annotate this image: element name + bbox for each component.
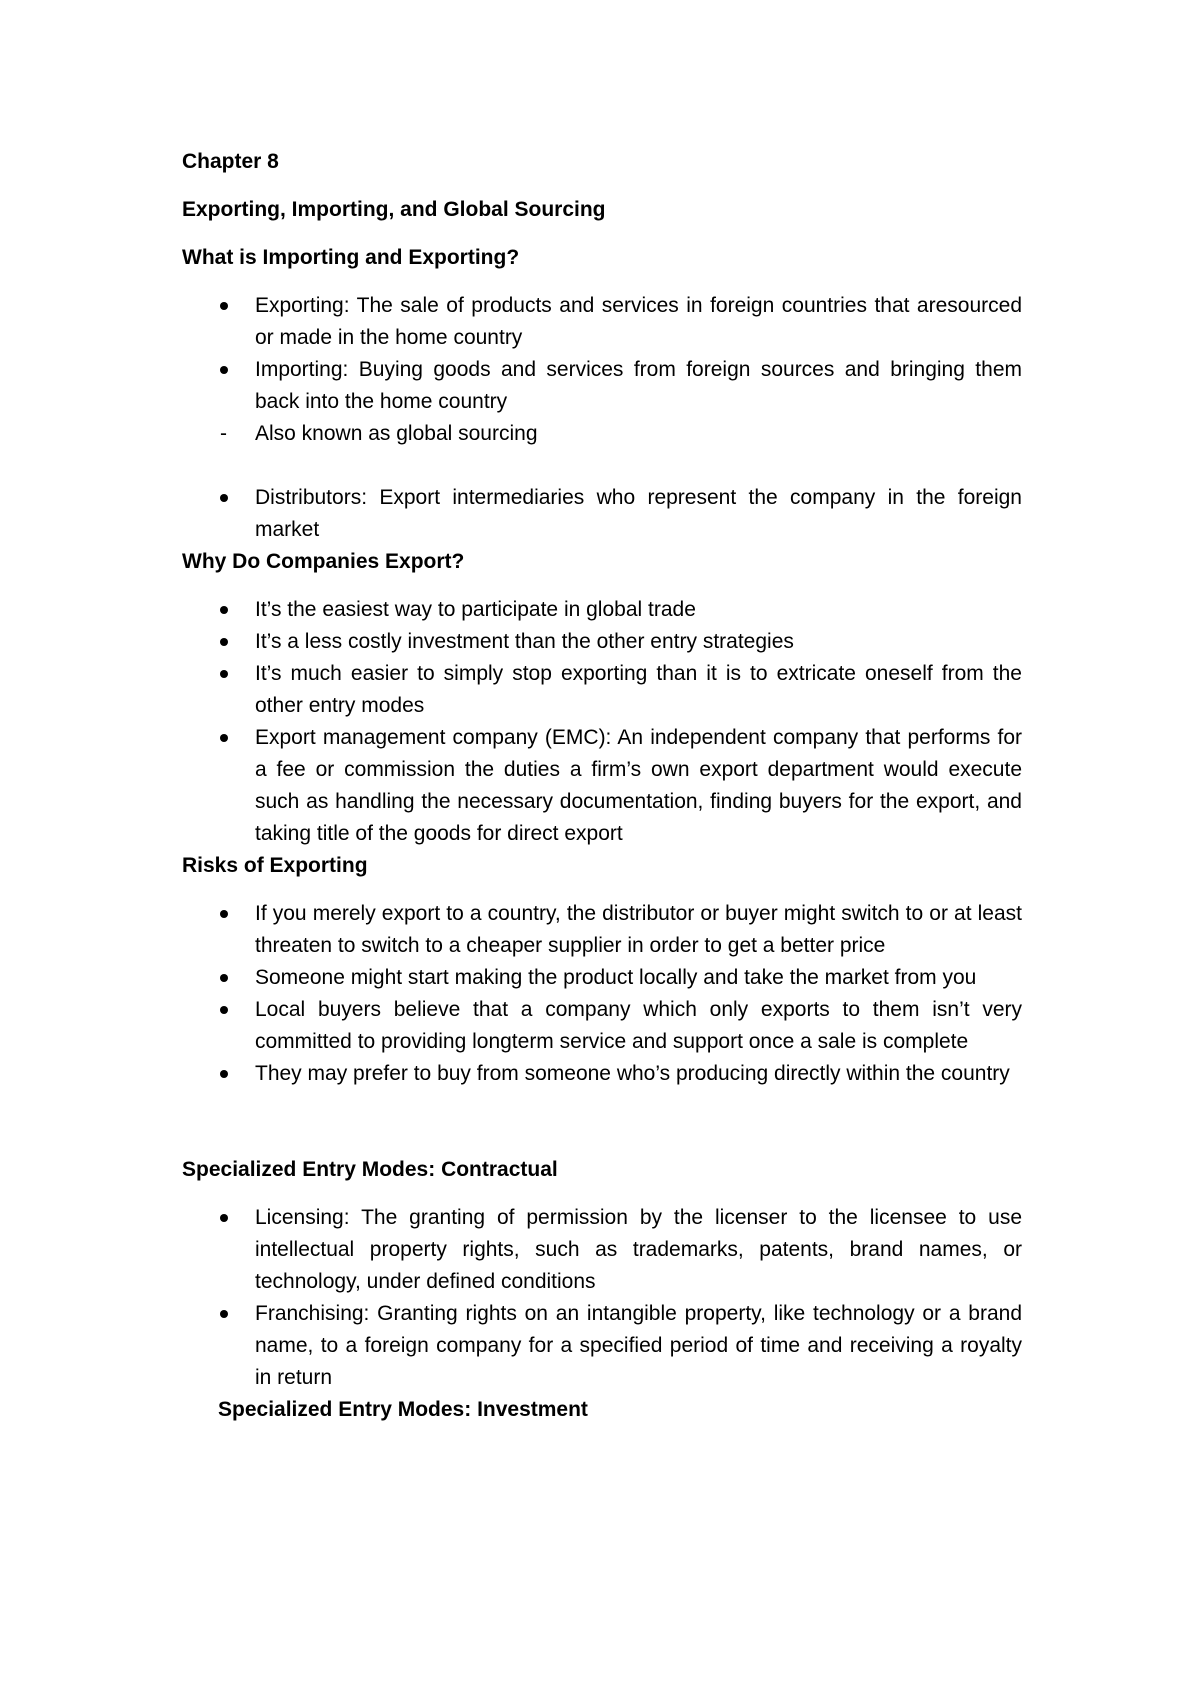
blank-lines	[182, 1090, 1022, 1154]
chapter-title: Exporting, Importing, and Global Sourcing	[182, 198, 606, 221]
list-item-text: If you merely export to a country, the distributor or buyer might switch to or at least threaten to switch to a cheaper supplier in order to get a better price	[255, 902, 1022, 957]
section-list-distributors	[182, 482, 1022, 546]
list-item-text: Local buyers believe that a company which only exports to them isn’t very committed to providing longterm service and support once a sale is complete	[255, 998, 1022, 1053]
list-item	[182, 482, 1022, 546]
dash-marker: -	[220, 422, 227, 445]
section-heading-importing-exporting: What is Importing and Exporting?	[182, 246, 520, 269]
section-heading-risks: Risks of Exporting	[182, 854, 368, 877]
list-item-text: Distributors: Export intermediaries who represent the company in the foreign market	[255, 486, 1022, 541]
list-item	[182, 1202, 1022, 1298]
section-heading-contractual: Specialized Entry Modes: Contractual	[182, 1158, 558, 1181]
section-heading-investment: Specialized Entry Modes: Investment	[218, 1398, 588, 1421]
list-item-text: Someone might start making the product locally and take the market from you	[255, 966, 977, 989]
list-item-text: Importing: Buying goods and services from foreign sources and bringing them back into the home country	[255, 358, 1022, 413]
list-item	[182, 354, 1022, 418]
list-item	[182, 418, 1022, 450]
list-item-text: Franchising: Granting rights on an intangible property, like technology or a brand name, to a foreign company for a specified period of time and receiving a royalty in return	[255, 1302, 1022, 1389]
document-body	[182, 146, 1022, 1442]
list-item	[182, 994, 1022, 1058]
list-item	[182, 962, 1022, 994]
list-item-text: Exporting: The sale of products and services in foreign countries that aresourced or made in the home country	[255, 294, 1022, 349]
list-item	[182, 898, 1022, 962]
list-item-text: It’s the easiest way to participate in global trade	[255, 598, 696, 621]
chapter-label: Chapter 8	[182, 150, 279, 173]
list-item-text: They may prefer to buy from someone who’s producing directly within the country	[255, 1062, 1010, 1085]
list-item	[182, 658, 1022, 722]
section-list-why-export	[182, 594, 1022, 850]
list-item	[182, 290, 1022, 354]
section-list-risks	[182, 898, 1022, 1090]
section-heading-why-export: Why Do Companies Export?	[182, 550, 465, 573]
list-item-text: Licensing: The granting of permission by the licenser to the licensee to use intellectual property rights, such as trademarks, patents, brand names, or technology, under defined conditions	[255, 1206, 1022, 1293]
list-item-text: Also known as global sourcing	[255, 422, 538, 445]
section-list-contractual	[182, 1202, 1022, 1394]
blank-line	[182, 450, 1022, 482]
list-item-text: Export management company (EMC): An independent company that performs for a fee or commission the duties a firm’s own export department would execute such as handling the necessary documentation, finding buyers for the export, and taking title of the goods for direct export	[255, 726, 1022, 845]
list-item	[182, 1298, 1022, 1394]
list-item	[182, 594, 1022, 626]
list-item-text: It’s a less costly investment than the other entry strategies	[255, 630, 794, 653]
list-item	[182, 1058, 1022, 1090]
list-item-text: It’s much easier to simply stop exporting than it is to extricate oneself from the other entry modes	[255, 662, 1022, 717]
list-item	[182, 626, 1022, 658]
section-list-importing-exporting	[182, 290, 1022, 450]
list-item	[182, 722, 1022, 850]
